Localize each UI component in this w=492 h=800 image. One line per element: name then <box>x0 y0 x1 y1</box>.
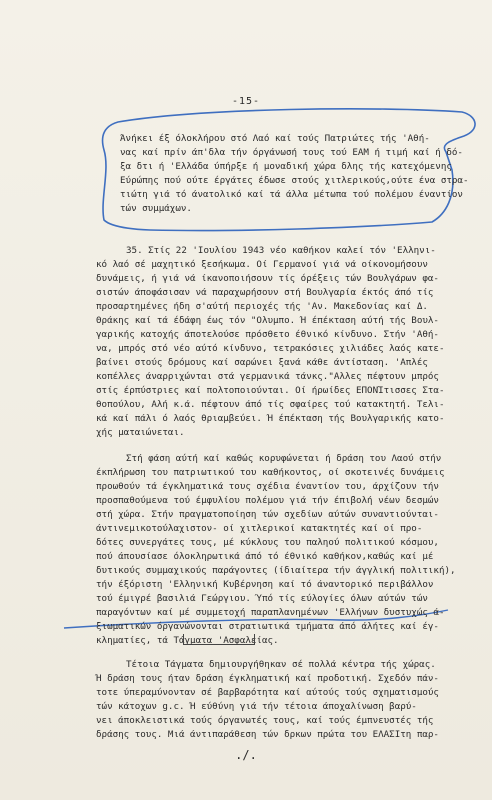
paragraph-2-line: Στή φάση αύτή καί καθώς κορυφώνεται ή δράση του Λαού στήν <box>126 453 442 464</box>
paragraph-35-line: κό λαό σέ μαχητικό ξεσήκωμα. Οί Γερμανοί γιά νά οίκονομήσουν <box>96 259 428 270</box>
paragraph-35-line: κοπέλλες άναρριχώνται στά γερμανικά τάνκς."Αλλες πέφτουν μπρός <box>96 371 439 382</box>
paragraph-2-line: δότες συνεργάτες τους, μέ κύκλους του παληού πολιτικού κόσμου, <box>96 537 439 548</box>
paragraph-2-line: δυτικούς συμμαχικούς παράγοντες (ίδιαίτερα τήν άγγλική πολιτική), <box>96 565 456 576</box>
paragraph-2-line: παραγόντων καί μέ συμμετοχή παραπλανημένων 'Ελλήνων δυστυχώς ά- <box>96 607 445 618</box>
paragraph-35-line: βαίνει στούς δρόμους καί σαρώνει ξανά κάθε άντίσταση. 'Απλές <box>96 357 428 368</box>
quote-line: ξα δτι ή 'Ελλάδα ύπήρξε ή μοναδική χώρα δλης τής κατεχόμενης <box>120 161 452 172</box>
paragraph-2-line: τού έμιγρέ βασιλιά Γεώργιου. Ύπό τίς εύλογίες όλων αύτών τών <box>96 593 428 604</box>
paragraph-2-line: κληματίες, τά Τάγματα 'Ασφαλείας. <box>96 635 279 646</box>
paragraph-35-line: κά καί πάλι ό λαός θριαμβεύει. Ή έπέκταση τής Βουλγαρικής κατο- <box>96 413 445 424</box>
paragraph-2-line: προσπαθούμενα τού έμφυλίου πολέμου γιά τήν έπιβολή νέων δεσμών <box>96 495 439 506</box>
page-number: -15- <box>231 96 261 107</box>
quote-line: Άνήκει έξ όλοκλήρου στό Λαό καί τούς Πατριώτες τής 'Αθή- <box>120 133 430 144</box>
quote-line: τιώτη γιά τό άνατολικό καί τά άλλα μέτωπα τού πολέμου έναντίον <box>120 189 463 200</box>
hand-underline-box <box>183 634 255 645</box>
paragraph-2-line: έκπλήρωση του πατριωτικού του καθήκοντος, οί σκοτεινές δυνάμεις <box>96 467 445 478</box>
quote-line: τών συμμάχων. <box>120 203 192 214</box>
paragraph-3-line: τών κάτοχων g.c. Ή εύθύνη γιά τήν τέτοια άποχαλίνωση βαρύ- <box>96 701 417 712</box>
paragraph-3-line: Τέτοια Τάγματα δημιουργήθηκαν σέ πολλά κέντρα τής χώρας. <box>126 659 436 670</box>
paragraph-35-line: Θράκης καί τά έδάφη έως τόν "Ολυμπο. Ή έπέκταση αύτή τής Βουλ- <box>96 315 439 326</box>
paragraph-3-line: Ή δράση τους ήταν δράση έγκληματική καί προδοτική. Σχεδόν πάν- <box>96 673 439 684</box>
quote-line: Εύρώπης πού ούτε έργάτες έδωσε στούς χιτλερικούς,ούτε ένα στρα- <box>120 175 469 186</box>
paragraph-2-line: προωθούν τά έγκληματικά τους σχέδια έναντίον του, άρχίζουν τήν <box>96 481 439 492</box>
paragraph-2-line: ξιωματικών όργανώνονται στρατιωτικά τμήματα άπό άλήτες καί έγ- <box>96 621 439 632</box>
paragraph-3-line: τοτε ύπεραμύνονταν σέ βαρβαρότητα καί αύτούς τούς σχηματισμούς <box>96 687 439 698</box>
continuation-mark: ./. <box>235 748 257 762</box>
paragraph-2-line: στή χώρα. Στήν πραγματοποίηση τών σχεδίων αύτών συναντιούνται- <box>96 509 439 520</box>
paragraph-35-line: δυνάμεις, ή γιά νά ίκανοποιήσουν τίς όρέξεις τών Βουλγάρων φα- <box>96 273 439 284</box>
paragraph-35-line: θοπούλου, Αλή κ.ά. πέφτουν άπό τίς σφαίρες τού κατακτητή. Τελι- <box>96 399 445 410</box>
paragraph-2-line: τήν έξόριστη 'Ελληνική Κυβέρνηση καί τό άναντορικό περιβάλλον <box>96 579 434 590</box>
quote-line: νας καί πρίν άπ'δλα τήν όργάνωσή τους τού ΕΑΜ ή τιμή καί ή δό- <box>120 147 463 158</box>
paragraph-3-line: νει άποκλειστικά τούς όργανωτές τους, καί τούς έμπνευστές τής <box>96 715 434 726</box>
paragraph-35-line: 35. Στίς 22 'Ιουλίου 1943 νέο καθήκον καλεί τόν 'Ελληνι- <box>126 245 436 256</box>
paragraph-35-line: σιστών άποφάσισαν νά παραχωρήσουν στή Βουλγαρία έκτός άπό τίς <box>96 287 434 298</box>
paragraph-35-line: γαρικής κατοχής άποτελούσε πρόσθετο έθνικό κίνδυνο. Στήν 'Αθή- <box>96 329 439 340</box>
paragraph-2-line: πού άπουσίασε όλοκληρωτικά άπό τό έθνικό καθήκον,καθώς καί μέ <box>96 551 434 562</box>
paragraph-2-line: άντινεμικοτούλαχιστον- οί χιτλερικοί κατακτητές καί οί προ- <box>96 523 423 534</box>
paragraph-35-line: στίς έρπύστριες καί πολτοποιούνται. Οί ήρωίδες ΕΠΟΝΊτισσες Στα- <box>96 385 445 396</box>
paragraph-35-line: χής ματαιώνεται. <box>96 427 185 438</box>
paragraph-35-line: προσαρτημένες ήδη σ'αύτή περιοχές τής 'Αν. Μακεδονίας καί Δ. <box>96 301 428 312</box>
paragraph-35-line: να, μπρός στό νέο αύτό κίνδυνο, τετρακόσιες χιλιάδες λαός κατε- <box>96 343 445 354</box>
paragraph-3-line: δράσης τους. Μιά άντιπαράθεση τών δρκων πρώτα του ΕΛΑΣΙτη παρ- <box>96 729 439 740</box>
